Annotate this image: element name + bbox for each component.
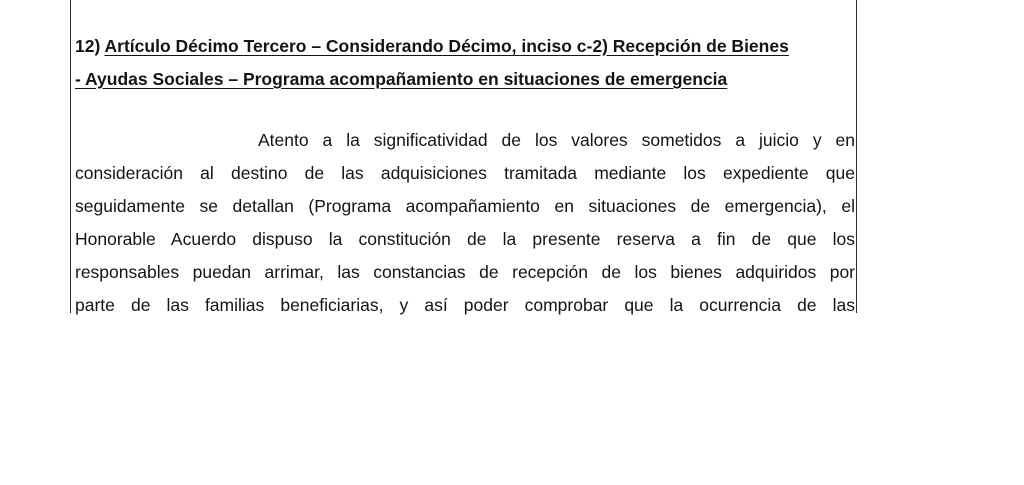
body-paragraph [75,124,855,322]
section-title-part-2: - Ayudas Sociales – Programa acompañamiento en situaciones de emergencia [75,69,728,89]
section-heading [75,30,855,96]
section-number: 12) [75,36,101,56]
document-page [70,0,857,313]
paragraph-line: seguidamente se detallan (Programa acompañamiento en situaciones de emergencia), el [75,196,855,216]
paragraph-line: Atento a la significatividad de los valores sometidos a juicio y en [258,130,855,150]
paragraph-line: consideración al destino de las adquisiciones tramitada mediante los expediente que [75,163,855,183]
paragraph-line: responsables puedan arrimar, las constancias de recepción de los bienes adquiridos por [75,262,855,282]
heading-line-2 [75,63,855,96]
heading-line-1 [75,30,855,63]
section-title-part-1: Artículo Décimo Tercero – Considerando Décimo, inciso c-2) Recepción de Bienes [104,36,789,56]
paragraph-line: Honorable Acuerdo dispuso la constitución de la presente reserva a fin de que los [75,229,855,249]
paragraph-line: parte de las familias beneficiarias, y así poder comprobar que la ocurrencia de las [75,295,855,315]
